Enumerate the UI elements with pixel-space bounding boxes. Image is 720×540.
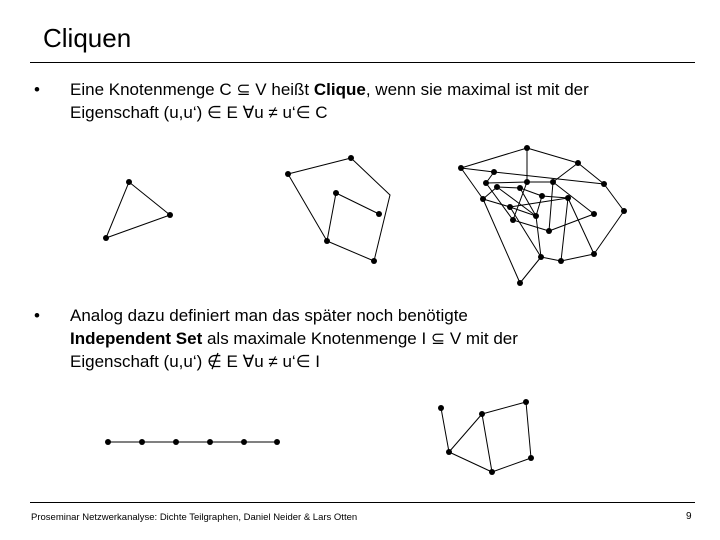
graph-edge: [461, 148, 527, 168]
graph-edge: [541, 257, 561, 261]
dense-graph: [461, 148, 624, 283]
graph-node: [517, 280, 523, 286]
line-text: Eine Knotenmenge C ⊆ V heißt: [70, 80, 314, 99]
graph-edge: [288, 174, 327, 241]
graph-edge: [106, 182, 129, 238]
graph-node: [126, 179, 132, 185]
graph-node: [550, 179, 556, 185]
graph-edge: [441, 408, 449, 452]
graph-edge: [561, 198, 568, 261]
graph-node: [489, 469, 495, 475]
graph-node: [479, 411, 485, 417]
graph-node: [446, 449, 452, 455]
graph-edge: [106, 215, 170, 238]
graph-node: [510, 217, 516, 223]
independent-set-example-graph: [441, 402, 531, 472]
graph-node: [173, 439, 179, 445]
graph-edge: [336, 193, 379, 214]
graph-node: [491, 169, 497, 175]
graph-node: [507, 204, 513, 210]
graph-edge: [527, 148, 578, 163]
graph-node: [523, 399, 529, 405]
graph-node: [591, 251, 597, 257]
line-text: als maximale Knotenmenge I ⊆ V mit der: [202, 329, 518, 348]
graph-edge: [327, 193, 336, 241]
triangle-clique-graph: [106, 182, 170, 238]
graph-edge: [288, 158, 351, 174]
slide-title: Cliquen: [43, 23, 132, 53]
graph-edge: [482, 402, 526, 414]
graph-node: [575, 160, 581, 166]
page-number: 9: [686, 511, 692, 522]
graph-edge: [449, 414, 482, 452]
graph-edge: [374, 195, 390, 261]
line-text: Eigenschaft (u,u‘) ∉ E ∀u ≠ u‘∈ I: [70, 352, 320, 371]
graph-node: [533, 213, 539, 219]
graph-node: [524, 179, 530, 185]
graph-edge: [561, 254, 594, 261]
graph-node: [139, 439, 145, 445]
graph-edge: [129, 182, 170, 215]
graph-edge: [483, 199, 510, 207]
graph-node: [438, 405, 444, 411]
graph-node: [458, 165, 464, 171]
graph-edge: [549, 182, 553, 231]
graph-edge: [549, 214, 594, 231]
graph-node: [105, 439, 111, 445]
graph-edge: [536, 196, 542, 216]
graph-edge: [461, 168, 483, 199]
graph-edge: [461, 168, 494, 172]
graph-node: [621, 208, 627, 214]
graph-node: [539, 193, 545, 199]
graph-node: [546, 228, 552, 234]
line-text: , wenn sie maximal ist mit der: [365, 80, 589, 99]
graph-edge: [483, 199, 520, 283]
graph-edge: [497, 187, 520, 188]
graph-node: [528, 455, 534, 461]
graph-node: [538, 254, 544, 260]
graph-node: [371, 258, 377, 264]
graph-edge: [526, 402, 531, 458]
line-text: Eigenschaft (u,u‘) ∈ E ∀u ≠ u‘∈ C: [70, 103, 328, 122]
graph-node: [376, 211, 382, 217]
graph-edge: [542, 196, 568, 198]
graph-edge: [594, 211, 624, 254]
graph-edge: [486, 182, 527, 183]
graph-edge: [449, 452, 492, 472]
bullet-marker: •: [34, 306, 40, 325]
graph-node: [480, 196, 486, 202]
graph-node: [524, 145, 530, 151]
graph-edge: [327, 241, 374, 261]
graph-edge: [578, 163, 604, 184]
graph-edge: [351, 158, 390, 195]
line-text: Analog dazu definiert man das später noch benötigte: [70, 306, 468, 325]
term-independent-set: Independent Set: [70, 329, 203, 348]
graph-node: [274, 439, 280, 445]
graph-edge: [604, 184, 624, 211]
graph-node: [483, 180, 489, 186]
graph-node: [207, 439, 213, 445]
graph-node: [517, 185, 523, 191]
graph-node: [333, 190, 339, 196]
graph-node: [241, 439, 247, 445]
term-clique: Clique: [313, 80, 366, 99]
graph-edge: [513, 220, 549, 231]
graph-node: [348, 155, 354, 161]
graph-node: [494, 184, 500, 190]
graph-node: [601, 181, 607, 187]
footer-text: Proseminar Netzwerkanalyse: Dichte Teilgraphen, Daniel Neider & Lars Otten: [31, 512, 358, 523]
graph-edge: [492, 458, 531, 472]
graph-node: [558, 258, 564, 264]
graph-edge: [520, 257, 541, 283]
graph-node: [285, 171, 291, 177]
graph-node: [167, 212, 173, 218]
graph-node: [324, 238, 330, 244]
pentagon-graph: [288, 158, 390, 261]
bullet-marker: •: [34, 80, 40, 99]
graph-edge: [568, 198, 594, 254]
graph-node: [591, 211, 597, 217]
graph-edge: [553, 163, 578, 182]
footer-divider: [30, 502, 695, 503]
graph-node: [103, 235, 109, 241]
graph-edge: [482, 414, 492, 472]
graph-node: [565, 195, 571, 201]
